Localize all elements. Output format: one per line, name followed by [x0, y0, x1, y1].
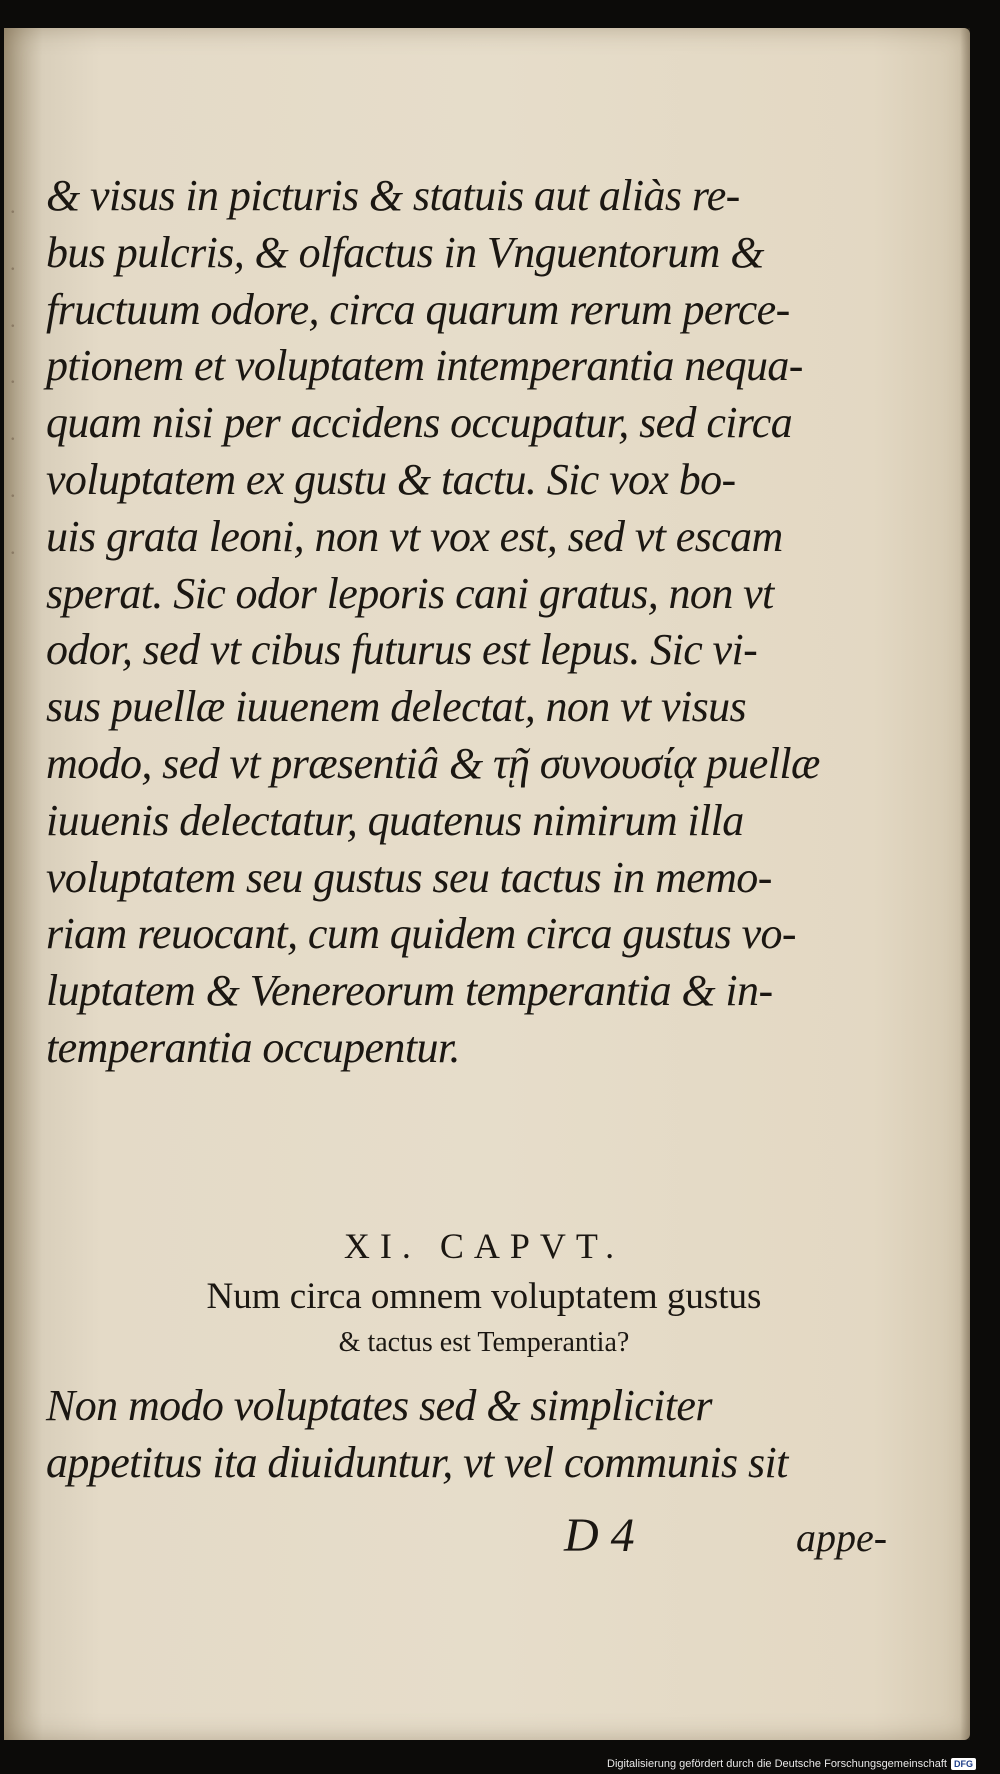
- text-line: luptatem & Venereorum temperantia & in-: [46, 966, 773, 1016]
- text-line: iuuenis delectatur, quatenus nimirum illa: [46, 795, 744, 845]
- text-line: uis grata leoni, non vt vox est, sed vt escam: [46, 511, 783, 561]
- text-line: fructuum odore, circa quarum rerum perce-: [46, 284, 790, 334]
- margin-marks: . . . . . . .: [10, 193, 16, 559]
- text-line: quam nisi per accidens occupatur, sed circa: [46, 398, 793, 448]
- catchword: appe-: [796, 1515, 888, 1560]
- page-edge-shadow: [960, 28, 970, 1740]
- text-line: & visus in picturis & statuis aut aliàs re-: [46, 171, 740, 220]
- text-line: appetitus ita diuiduntur, vt vel communis sit: [46, 1437, 788, 1487]
- text-line: voluptatem ex gustu & tactu. Sic vox bo-: [46, 454, 736, 504]
- text-line: odor, sed vt cibus futurus est lepus. Sic vi-: [46, 625, 758, 675]
- text-line: modo, sed vt præsentiâ & τῇ συνουσίᾳ puellæ: [46, 738, 820, 788]
- digitization-text: Digitalisierung gefördert durch die Deutsche Forschungsgemeinschaft: [607, 1758, 947, 1770]
- main-text-block: [46, 168, 926, 1077]
- text-line: riam reuocant, cum quidem circa gustus vo-: [46, 909, 796, 959]
- chapter-title-line-1: Num circa omnem voluptatem gustus: [206, 1276, 762, 1317]
- chapter-title-line-2: & tactus est Temperantia?: [338, 1327, 630, 1358]
- text-line: sperat. Sic odor leporis cani gratus, non vt: [46, 568, 774, 618]
- book-page: [4, 28, 970, 1740]
- text-line: temperantia occupentur.: [46, 1022, 460, 1072]
- text-line: voluptatem seu gustus seu tactus in memo-: [46, 852, 772, 902]
- text-line: sus puellæ iuuenem delectat, non vt visus: [46, 682, 747, 732]
- digitization-notice: [607, 1758, 976, 1770]
- dfg-logo: DFG: [951, 1758, 976, 1770]
- signature-mark: D 4: [564, 1509, 635, 1562]
- chapter-text-block: [46, 1378, 926, 1492]
- page-footer: [44, 1508, 924, 1578]
- text-line: Non modo voluptates sed & simpliciter: [46, 1381, 712, 1430]
- text-line: bus pulcris, & olfactus in Vnguentorum &: [46, 227, 764, 277]
- chapter-number: XI. CAPVT.: [343, 1226, 625, 1266]
- text-line: ptionem et voluptatem intemperantia nequa-: [46, 341, 803, 391]
